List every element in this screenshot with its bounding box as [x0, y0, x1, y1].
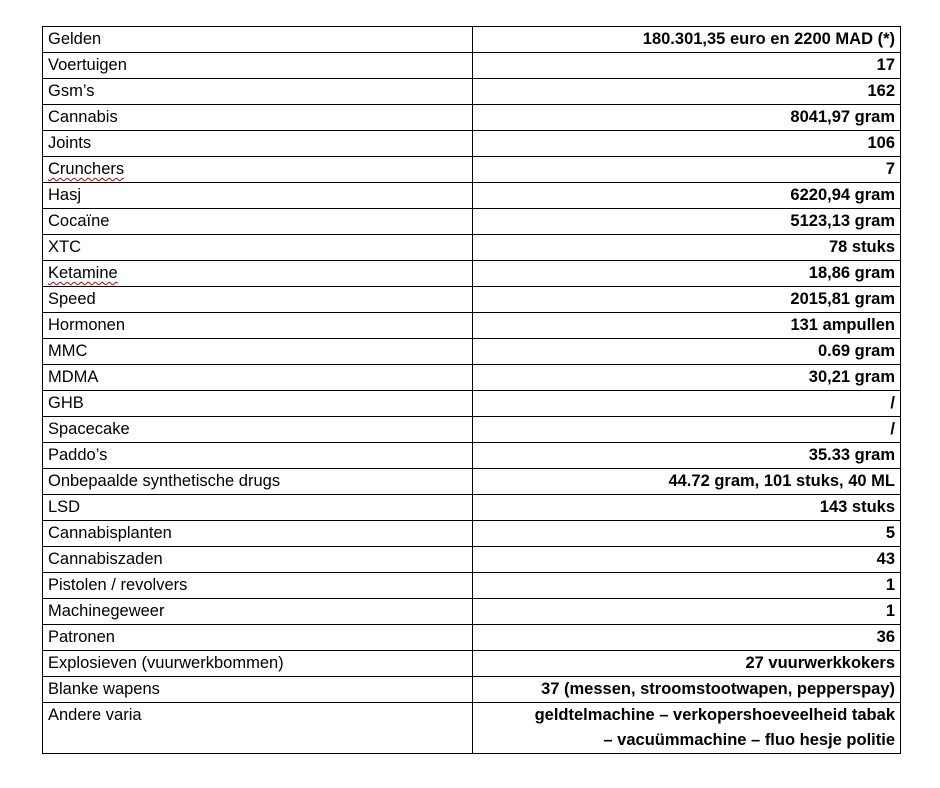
table-row [43, 261, 901, 287]
row-value [473, 703, 901, 754]
row-label: MMC [43, 339, 473, 365]
row-value: 18,86 gram [473, 261, 901, 287]
row-value: 78 stuks [473, 235, 901, 261]
row-value: 27 vuurwerkkokers [473, 651, 901, 677]
row-value: 131 ampullen [473, 313, 901, 339]
row-label: MDMA [43, 365, 473, 391]
table-row [43, 625, 901, 651]
row-label: Patronen [43, 625, 473, 651]
row-label: Paddo’s [43, 443, 473, 469]
row-label: Andere varia [43, 703, 473, 754]
table-row [43, 703, 901, 754]
table-row [43, 573, 901, 599]
table-row [43, 417, 901, 443]
row-label: Cannabisplanten [43, 521, 473, 547]
row-value: 7 [473, 157, 901, 183]
row-label: Machinegeweer [43, 599, 473, 625]
table-row [43, 209, 901, 235]
row-value: 106 [473, 131, 901, 157]
row-value: 1 [473, 573, 901, 599]
table-row [43, 235, 901, 261]
row-value: 36 [473, 625, 901, 651]
table-row [43, 183, 901, 209]
table-row [43, 339, 901, 365]
row-value: 6220,94 gram [473, 183, 901, 209]
row-label: Gelden [43, 27, 473, 53]
row-value: 17 [473, 53, 901, 79]
spellcheck-word: Crunchers [48, 160, 125, 178]
table-row [43, 443, 901, 469]
row-value: 162 [473, 79, 901, 105]
row-value: 44.72 gram, 101 stuks, 40 ML [473, 469, 901, 495]
table-row [43, 105, 901, 131]
seizure-table [42, 26, 901, 754]
table-row [43, 27, 901, 53]
row-label: GHB [43, 391, 473, 417]
row-label: Cannabiszaden [43, 547, 473, 573]
row-label: LSD [43, 495, 473, 521]
row-value: 180.301,35 euro en 2200 MAD (*) [473, 27, 901, 53]
table-row [43, 365, 901, 391]
row-value: 8041,97 gram [473, 105, 901, 131]
table-row [43, 131, 901, 157]
row-label: Pistolen / revolvers [43, 573, 473, 599]
row-label: Voertuigen [43, 53, 473, 79]
row-label: Cannabis [43, 105, 473, 131]
table-row [43, 391, 901, 417]
row-label: XTC [43, 235, 473, 261]
row-label: Onbepaalde synthetische drugs [43, 469, 473, 495]
row-label [43, 157, 473, 183]
row-value: 5 [473, 521, 901, 547]
row-value: 1 [473, 599, 901, 625]
row-value: 30,21 gram [473, 365, 901, 391]
table-row [43, 287, 901, 313]
row-value-line: – vacuümmachine – fluo hesje politie [603, 731, 895, 749]
table-row [43, 53, 901, 79]
table-row [43, 547, 901, 573]
row-label: Explosieven (vuurwerkbommen) [43, 651, 473, 677]
row-value: 37 (messen, stroomstootwapen, pepperspay) [473, 677, 901, 703]
row-label: Cocaïne [43, 209, 473, 235]
row-label: Speed [43, 287, 473, 313]
row-label: Joints [43, 131, 473, 157]
table-row [43, 677, 901, 703]
table-row [43, 495, 901, 521]
spellcheck-word: Ketamine [48, 264, 118, 282]
table-row [43, 521, 901, 547]
row-label: Gsm’s [43, 79, 473, 105]
row-value: 0.69 gram [473, 339, 901, 365]
row-label: Hasj [43, 183, 473, 209]
table-row [43, 599, 901, 625]
row-value: 43 [473, 547, 901, 573]
table-row [43, 469, 901, 495]
row-value-line: geldtelmachine – verkopershoeveelheid tabak [534, 706, 895, 724]
row-value: 5123,13 gram [473, 209, 901, 235]
row-label [43, 261, 473, 287]
row-label: Hormonen [43, 313, 473, 339]
row-value: 2015,81 gram [473, 287, 901, 313]
row-value: 35.33 gram [473, 443, 901, 469]
table-row [43, 313, 901, 339]
row-value: / [473, 417, 901, 443]
row-value: 143 stuks [473, 495, 901, 521]
table-row [43, 157, 901, 183]
table-row [43, 651, 901, 677]
row-label: Blanke wapens [43, 677, 473, 703]
row-value: / [473, 391, 901, 417]
table-row [43, 79, 901, 105]
row-label: Spacecake [43, 417, 473, 443]
